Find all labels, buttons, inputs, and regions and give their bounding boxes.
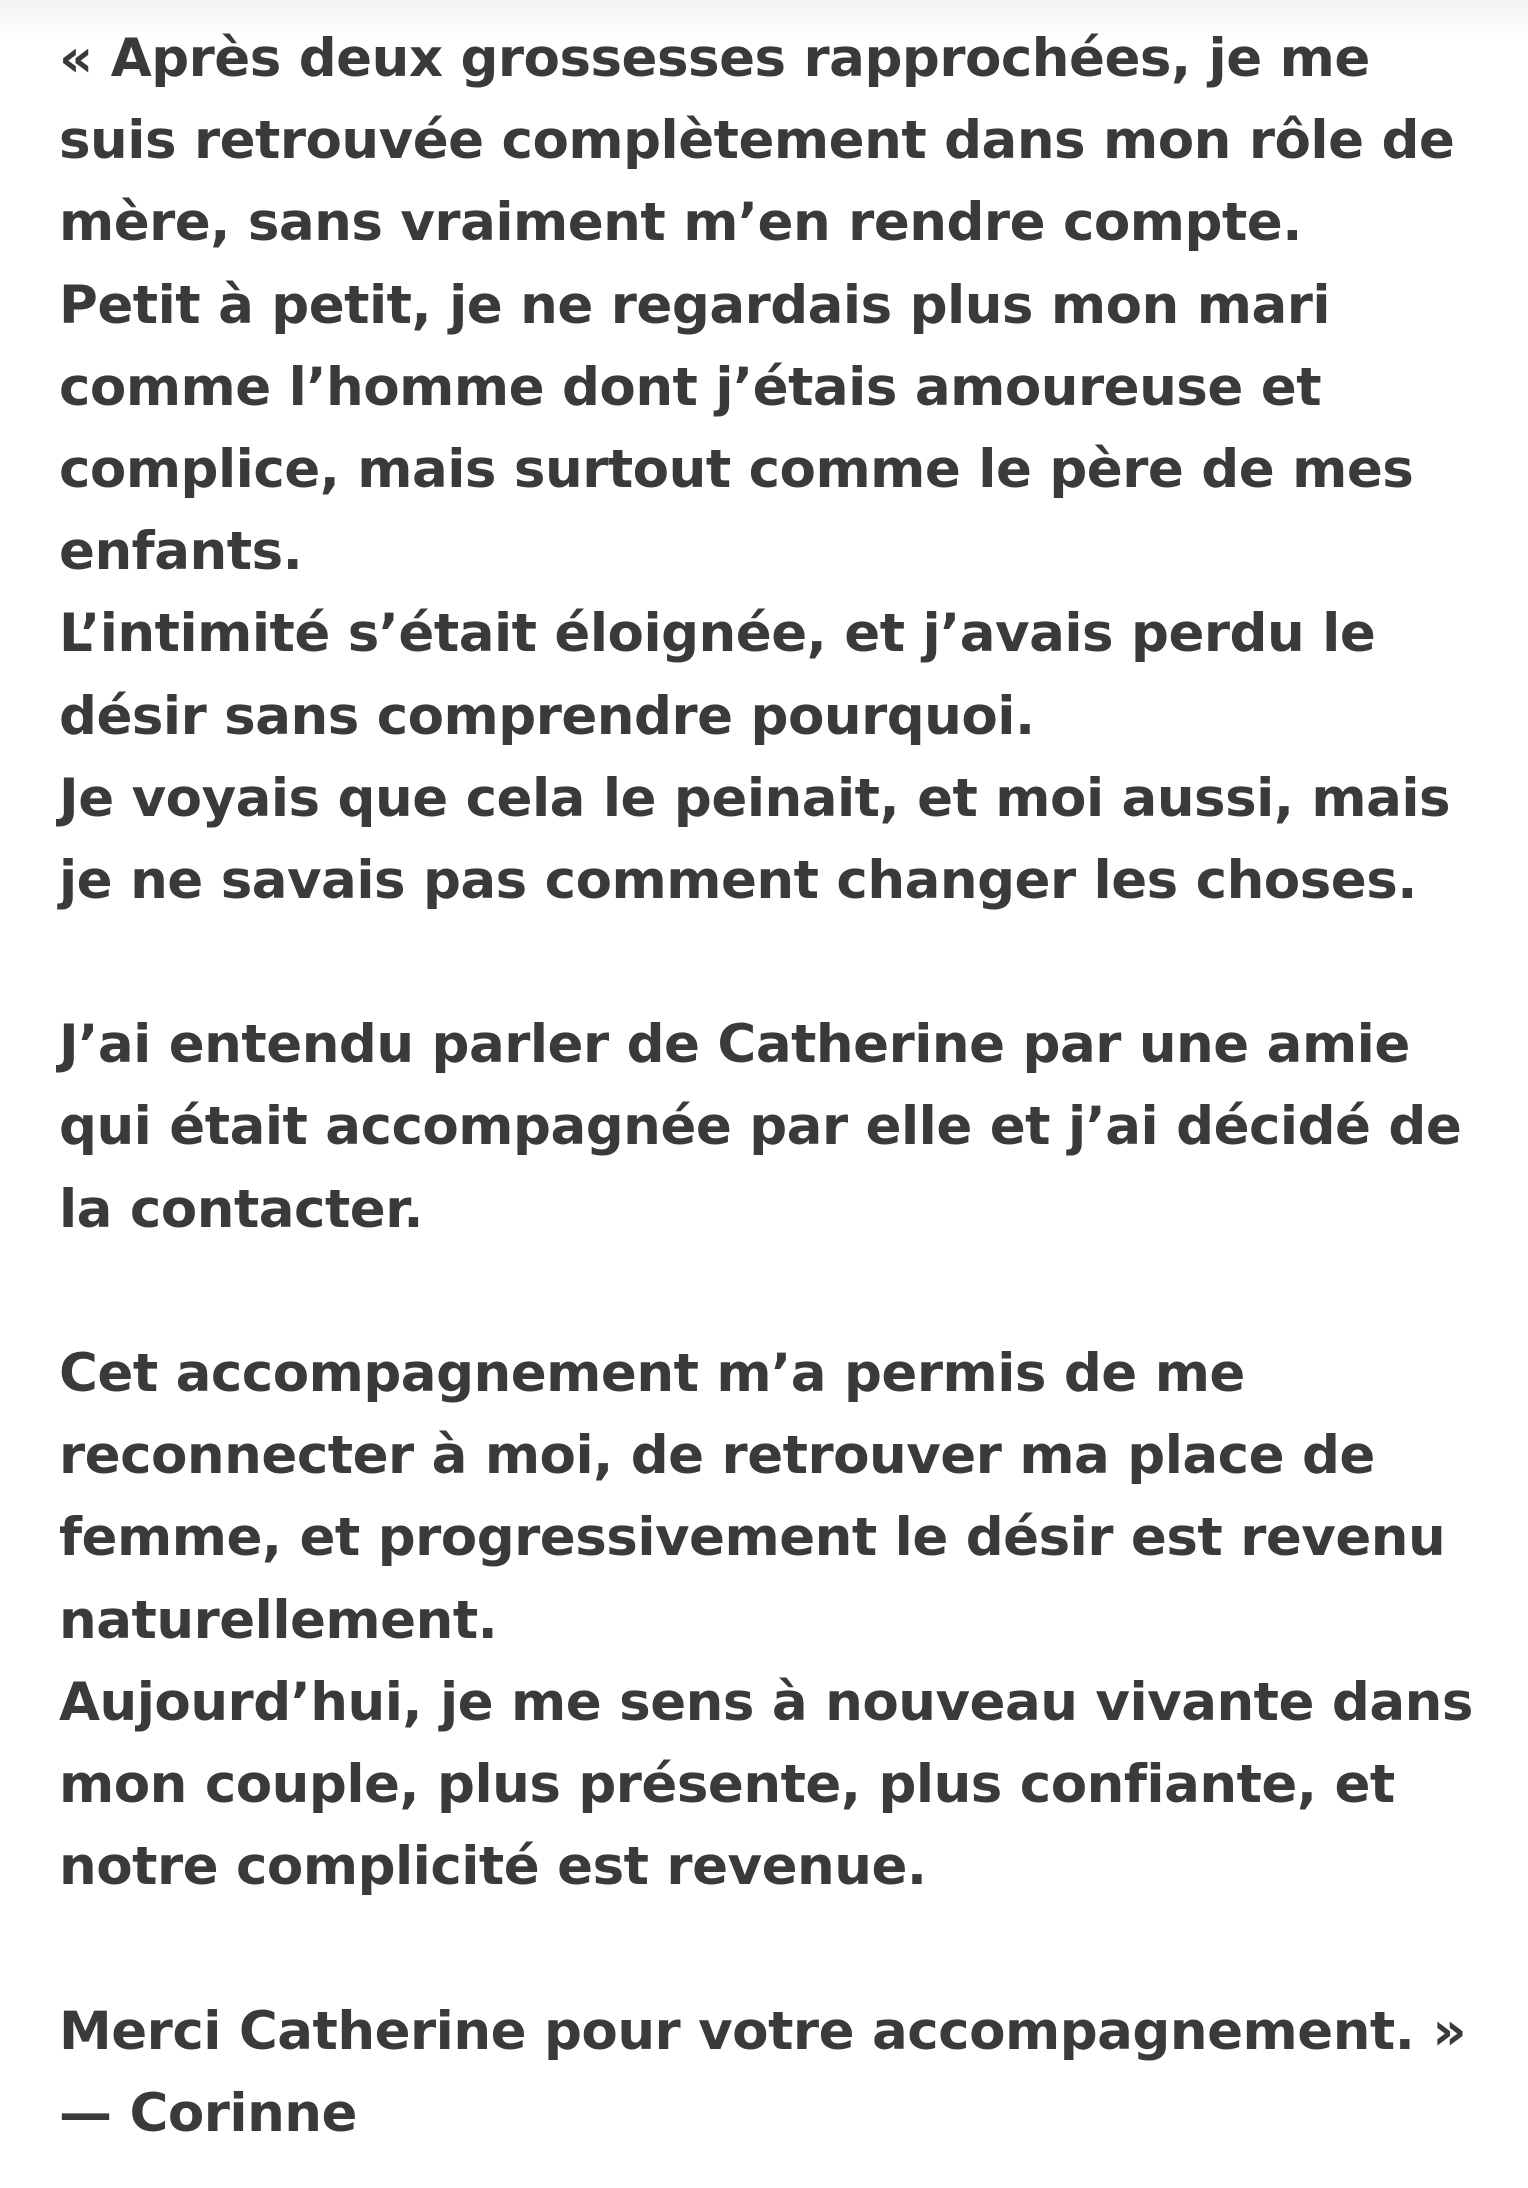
text-line: L’intimité s’était éloignée, et j’avais perdu le — [59, 603, 1376, 665]
testimonial-text — [59, 18, 1509, 2155]
paragraph-spacer — [59, 922, 1509, 1004]
paragraph-3 — [59, 1333, 1509, 1908]
paragraph-1 — [59, 18, 1509, 922]
signature: — Corinne — [59, 2082, 357, 2144]
text-line: femme, et progressivement le désir est revenu — [59, 1507, 1446, 1569]
text-line: qui était accompagnée par elle et j’ai décidé de — [59, 1096, 1462, 1158]
text-line: enfants. — [59, 521, 303, 583]
text-line: Petit à petit, je ne regardais plus mon mari — [59, 274, 1331, 336]
text-line: Je voyais que cela le peinait, et moi aussi, mais — [59, 767, 1451, 829]
text-line: complice, mais surtout comme le père de mes — [59, 438, 1414, 500]
text-line: suis retrouvée complètement dans mon rôle de — [59, 110, 1455, 172]
paragraph-spacer — [59, 1251, 1509, 1333]
text-line: je ne savais pas comment changer les choses. — [59, 849, 1417, 911]
text-line: désir sans comprendre pourquoi. — [59, 685, 1035, 747]
text-line: notre complicité est revenue. — [59, 1836, 927, 1898]
text-line: mon couple, plus présente, plus confiante, et — [59, 1753, 1395, 1815]
text-line: comme l’homme dont j’étais amoureuse et — [59, 356, 1322, 418]
closing-line: Merci Catherine pour votre accompagnement. » — [59, 2000, 1467, 2062]
text-line: reconnecter à moi, de retrouver ma place de — [59, 1425, 1375, 1487]
text-line: Cet accompagnement m’a permis de me — [59, 1343, 1245, 1404]
text-line: J’ai entendu parler de Catherine par une amie — [59, 1014, 1410, 1076]
text-line: Aujourd’hui, je me sens à nouveau vivante dans — [59, 1671, 1473, 1733]
text-line: naturellement. — [59, 1589, 498, 1651]
paragraph-2 — [59, 1004, 1509, 1251]
text-line: mère, sans vraiment m’en rendre compte. — [59, 192, 1302, 254]
text-line: la contacter. — [59, 1178, 423, 1240]
paragraph-spacer — [59, 1908, 1509, 1990]
text-line: « Après deux grossesses rapprochées, je me — [59, 28, 1370, 89]
